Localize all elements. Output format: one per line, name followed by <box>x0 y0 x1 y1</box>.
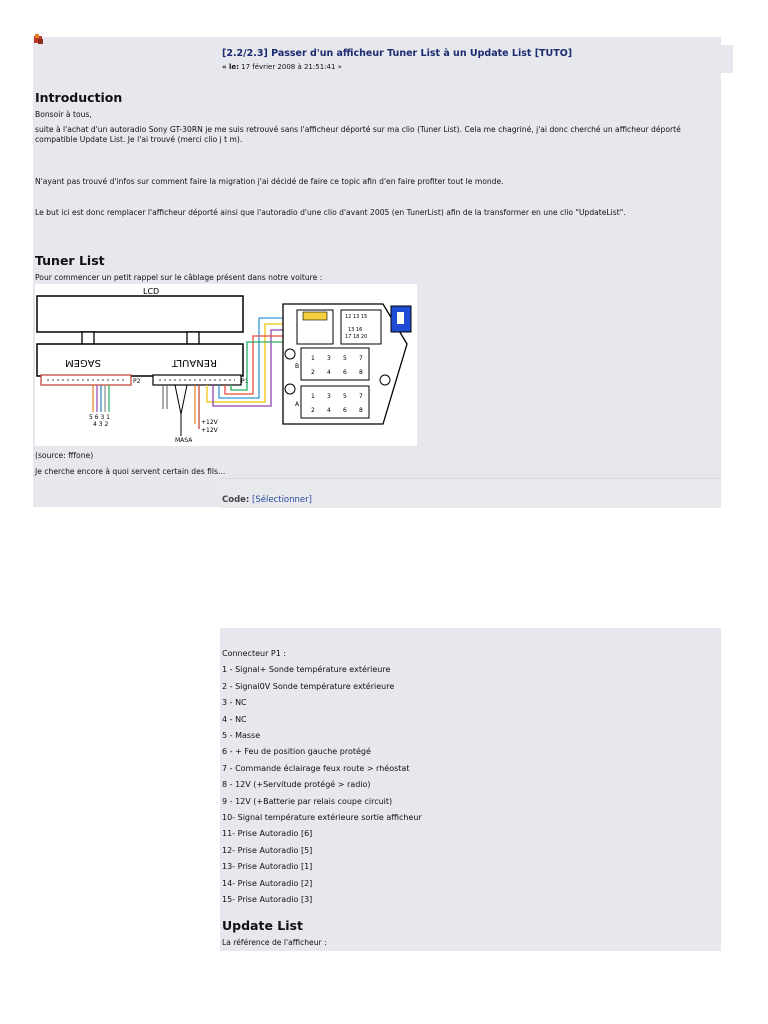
svg-text:6: 6 <box>343 369 347 376</box>
diagram-masa-label: MASA <box>175 437 193 444</box>
svg-text:2: 2 <box>311 407 315 414</box>
list-item: 12- Prise Autoradio [5] <box>222 845 313 855</box>
svg-text:2: 2 <box>311 369 315 376</box>
svg-text:8: 8 <box>359 369 363 376</box>
diagram-terminal-3: 17 18 20 <box>345 334 368 340</box>
post-date <box>222 63 342 71</box>
tuner-heading: Tuner List <box>35 253 105 268</box>
diagram-block-a: A <box>295 401 300 408</box>
svg-text:7: 7 <box>359 393 363 400</box>
diagram-pins-left-b: 4 3 2 <box>93 421 109 428</box>
diagram-block-b: B <box>295 363 300 370</box>
diagram-pins-left: 5 6 3 1 <box>89 414 110 421</box>
intro-greeting: Bonsoir à tous, <box>35 110 92 119</box>
code-label <box>222 495 312 505</box>
post-icon <box>33 34 44 45</box>
list-item: 14- Prise Autoradio [2] <box>222 878 313 888</box>
svg-text:7: 7 <box>359 355 363 362</box>
intro-text-1: suite à l'achat d'un autoradio Sony GT-30RN je me suis retrouvé sans l'afficheur déporté sur ma clio (Tuner List). Cela me chagriné, j'ai donc cherché un afficheur déporté compatible Update List. Je l'ai trouvé (merci clio j t m). <box>35 125 681 144</box>
diagram-p1-label: P1 <box>241 378 249 385</box>
intro-heading: Introduction <box>35 90 123 105</box>
connector-title: Connecteur P1 : <box>222 649 287 658</box>
diagram-terminal-2: 13 16 <box>348 327 363 333</box>
intro-paragraph-1 <box>35 110 715 145</box>
svg-text:4: 4 <box>327 407 331 414</box>
svg-text:5: 5 <box>343 393 347 400</box>
intro-paragraph-2: N'ayant pas trouvé d'infos sur comment faire la migration j'ai décidé de faire ce topic afin d'en faire profiter tout le monde. <box>35 177 504 186</box>
diagram-12v-b: +12V <box>201 427 218 434</box>
post-title[interactable]: [2.2/2.3] Passer d'un afficheur Tuner List à un Update List [TUTO] <box>222 48 573 59</box>
diagram-sagem-label: SAGEM <box>65 357 101 368</box>
lcd-box <box>37 296 243 332</box>
wiring-diagram <box>35 284 417 446</box>
list-item: 15- Prise Autoradio [3] <box>222 895 313 905</box>
connector-list <box>222 646 422 909</box>
list-item: 10- Signal température extérieure sortie afficheur <box>222 813 422 823</box>
list-item: 1 - Signal+ Sonde température extérieure <box>222 665 391 675</box>
post-date-prefix: « le: <box>222 63 239 71</box>
list-item: 2 - Signal0V Sonde température extérieure <box>222 681 395 691</box>
update-ref: La référence de l'afficheur : <box>222 938 327 947</box>
diagram-terminal-1: 12 13 15 <box>345 314 368 320</box>
svg-text:8: 8 <box>359 407 363 414</box>
list-item: 5 - Masse <box>222 731 261 741</box>
diagram-p2-label: P2 <box>133 378 141 385</box>
svg-text:1: 1 <box>311 355 315 362</box>
diagram-renault-label: RENAULT <box>171 357 217 368</box>
list-item: 4 - NC <box>222 714 247 724</box>
list-item: 9 - 12V (+Batterie par relais coupe circuit) <box>222 796 393 806</box>
list-item: 8 - 12V (+Servitude protégé > radio) <box>222 780 371 790</box>
update-heading: Update List <box>222 918 303 933</box>
tuner-note: Je cherche encore à quoi servent certain des fils... <box>35 467 226 476</box>
diagram-source: (source: fffone) <box>35 451 94 460</box>
list-item: 3 - NC <box>222 698 247 708</box>
intro-paragraph-3: Le but ici est donc remplacer l'afficheur déporté ainsi que l'autoradio d'une clio d'avant 2005 (en TunerList) afin de la transformer en une clio "UpdateList". <box>35 208 626 217</box>
list-item: 7 - Commande éclairage feux route > rhéostat <box>222 763 410 773</box>
select-code-link[interactable]: [Sélectionner] <box>252 495 312 505</box>
tuner-intro: Pour commencer un petit rappel sur le câblage présent dans notre voiture : <box>35 273 323 282</box>
list-item: 13- Prise Autoradio [1] <box>222 862 313 872</box>
list-item: 6 - + Feu de position gauche protégé <box>222 747 371 757</box>
diagram-12v-a: +12V <box>201 419 218 426</box>
svg-text:4: 4 <box>327 369 331 376</box>
svg-text:3: 3 <box>327 355 331 362</box>
code-label-text: Code: <box>222 495 250 505</box>
svg-text:6: 6 <box>343 407 347 414</box>
svg-text:5: 5 <box>343 355 347 362</box>
list-item: 11- Prise Autoradio [6] <box>222 829 313 839</box>
svg-text:3: 3 <box>327 393 331 400</box>
post-date-value: 17 février 2008 à 21:51:41 » <box>241 63 342 71</box>
diagram-lcd-label: LCD <box>143 287 160 296</box>
svg-text:1: 1 <box>311 393 315 400</box>
